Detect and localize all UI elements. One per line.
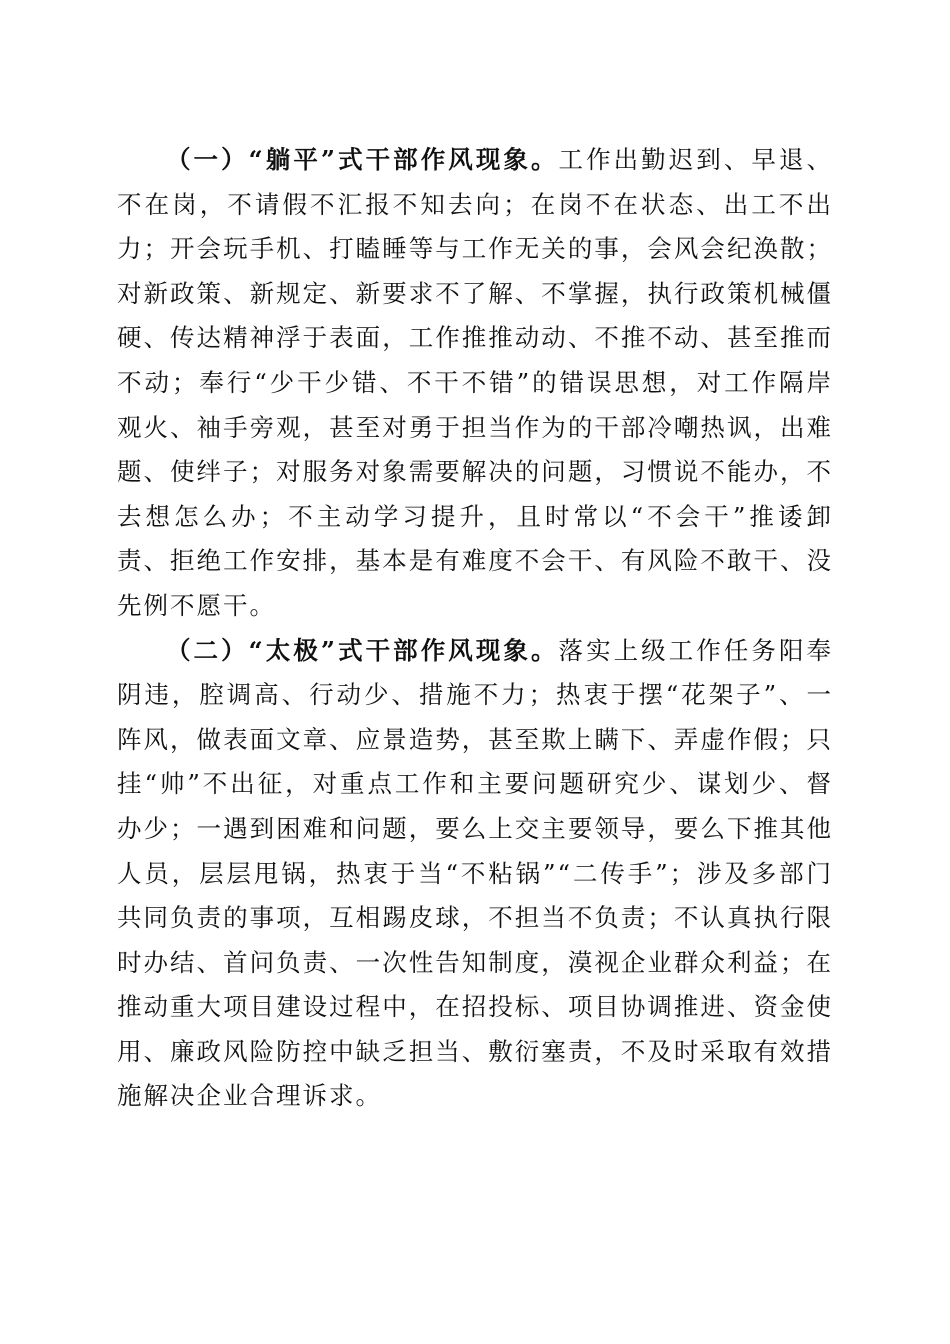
paragraph-text: 落实上级工作任务阳奉阴违，腔调高、行动少、措施不力；热衷于摆“花架子”、一阵风，做表面文章、应景造势，甚至欺上瞒下、弄虚作假；只挂“帅”不出征，对重点工作和主要问题研究少、谋划少、督办少；一遇到困难和问题，要么上交主要领导，要么下推其他人员，层层甩锅，热衷于当“不粘锅”“二传手”；涉及多部门共同负责的事项，互相踢皮球，不担当不负责；不认真执行限时办结、首问负责、一次性告知制度，漠视企业群众利益；在推动重大项目建设过程中，在招投标、项目协调推进、资金使用、廉政风险防控中缺乏担当、敷衍塞责，不及时采取有效措施解决企业合理诉求。 bbox=[117, 635, 834, 1111]
paragraph-tangping bbox=[117, 138, 833, 629]
paragraph-heading: （二）“太极”式干部作风现象。 bbox=[166, 635, 559, 665]
paragraph-heading: （一）“躺平”式干部作风现象。 bbox=[166, 145, 559, 174]
document-body bbox=[117, 138, 833, 1119]
paragraph-text: 工作出勤迟到、早退、不在岗，不请假不汇报不知去向；在岗不在状态、出工不出力；开会玩手机、打瞌睡等与工作无关的事，会风会纪涣散；对新政策、新规定、新要求不了解、不掌握，执行政策机械僵硬、传达精神浮于表面，工作推推动动、不推不动、甚至推而不动；奉行“少干少错、不干不错”的错误思想，对工作隔岸观火、袖手旁观，甚至对勇于担当作为的干部冷嘲热讽，出难题、使绊子；对服务对象需要解决的问题，习惯说不能办，不去想怎么办；不主动学习提升，且时常以“不会干”推诿卸责、拒绝工作安排，基本是有难度不会干、有风险不敢干、没先例不愿干。 bbox=[117, 145, 834, 620]
paragraph-taiji bbox=[117, 629, 833, 1120]
